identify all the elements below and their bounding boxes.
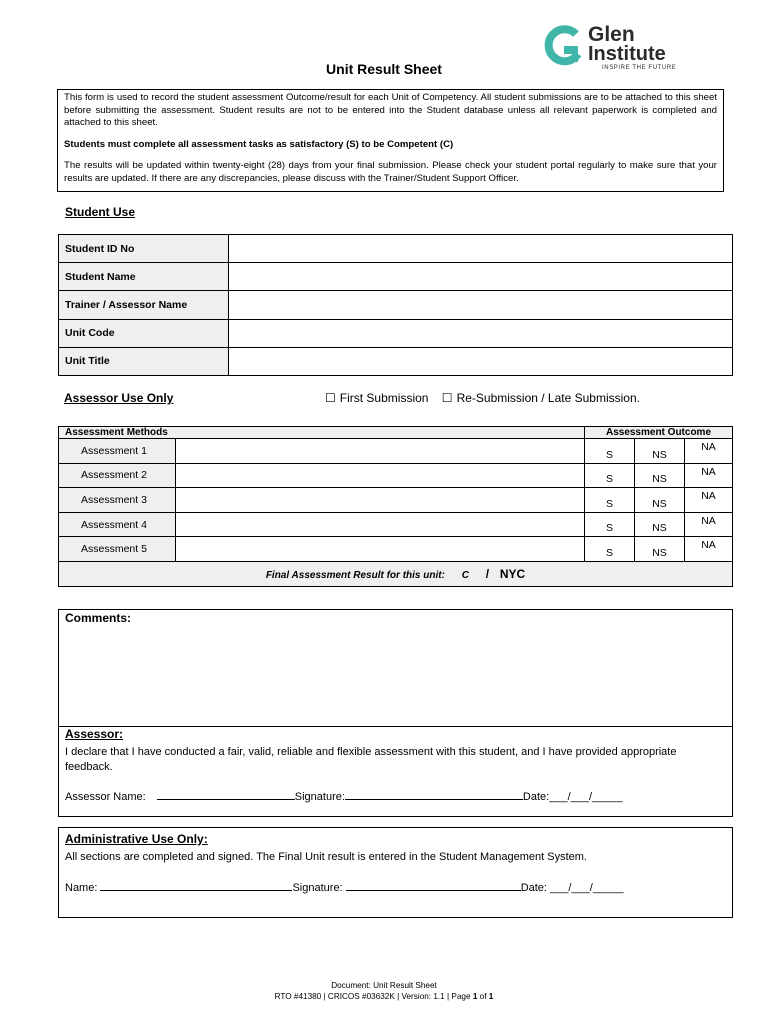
table-row bbox=[59, 439, 733, 464]
assessment-name: Assessment 3 bbox=[59, 488, 176, 513]
table-row bbox=[59, 463, 733, 488]
logo-word-glen: Glen bbox=[588, 23, 635, 46]
assessor-signature-label: Signature: bbox=[294, 791, 345, 803]
student-id-label: Student ID No bbox=[59, 235, 229, 263]
re-submission-option[interactable] bbox=[442, 391, 640, 405]
outcome-s[interactable]: S bbox=[585, 488, 635, 513]
table-row bbox=[59, 537, 733, 562]
page-title: Unit Result Sheet bbox=[326, 61, 442, 77]
table-row bbox=[59, 319, 733, 347]
first-submission-option[interactable] bbox=[325, 391, 428, 405]
trainer-name-label: Trainer / Assessor Name bbox=[59, 291, 229, 319]
student-name-field[interactable] bbox=[229, 263, 733, 291]
assessor-heading: Assessor: bbox=[65, 727, 124, 741]
footer-document-line: Document: Unit Result Sheet bbox=[331, 981, 437, 990]
outcome-ns[interactable]: NS bbox=[635, 463, 685, 488]
footer bbox=[0, 980, 768, 1002]
assessor-name-field[interactable] bbox=[157, 789, 295, 800]
table-row bbox=[59, 235, 733, 263]
footer-page-total: 1 bbox=[488, 992, 494, 1001]
unit-title-label: Unit Title bbox=[59, 347, 229, 375]
outcome-ns[interactable]: NS bbox=[635, 488, 685, 513]
assessment-method-field[interactable] bbox=[176, 537, 585, 562]
assessment-table bbox=[58, 426, 733, 587]
re-submission-label: Re-Submission / Late Submission. bbox=[456, 391, 640, 405]
assessment-name: Assessment 4 bbox=[59, 512, 176, 537]
assessment-outcome-header: Assessment Outcome bbox=[585, 427, 733, 439]
first-submission-label: First Submission bbox=[339, 391, 429, 405]
assessment-name: Assessment 1 bbox=[59, 439, 176, 464]
student-id-field[interactable] bbox=[229, 235, 733, 263]
admin-text: All sections are completed and signed. The Final Unit result is entered in the Student Management System. bbox=[65, 851, 587, 863]
intro-paragraph-3: The results will be updated within twenty-eight (28) days from your final submission. Please check your student portal regularly to make sure that your results are updated. If there are any discrepancies, please discuss with the Trainer/Student Support Officer. bbox=[64, 160, 717, 184]
outcome-na[interactable]: NA bbox=[685, 512, 733, 537]
admin-name-field[interactable] bbox=[100, 880, 292, 891]
footer-version-line bbox=[0, 991, 768, 1002]
admin-name-label: Name: bbox=[65, 882, 98, 894]
admin-box bbox=[58, 827, 733, 918]
footer-page-number: 1 bbox=[472, 992, 478, 1001]
intro-box bbox=[57, 89, 724, 192]
final-result-competent[interactable]: C bbox=[461, 569, 469, 581]
intro-paragraph-1: This form is used to record the student assessment Outcome/result for each Unit of Competency. All student submissions are to be attached to this sheet before submitting the assessment. Student results are not to be entered into the Student database unless all relevant paperwork is completed and attached to this sheet. bbox=[64, 92, 717, 128]
assessment-method-field[interactable] bbox=[176, 439, 585, 464]
comments-divider bbox=[59, 726, 732, 727]
checkbox-icon[interactable]: ☐ bbox=[441, 391, 453, 405]
table-row bbox=[59, 512, 733, 537]
outcome-s[interactable]: S bbox=[585, 512, 635, 537]
outcome-ns[interactable]: NS bbox=[635, 439, 685, 464]
assessment-method-field[interactable] bbox=[176, 488, 585, 513]
table-row bbox=[59, 263, 733, 291]
outcome-na[interactable]: NA bbox=[685, 439, 733, 464]
admin-signature-label: Signature: bbox=[292, 882, 343, 894]
final-result-cell bbox=[59, 561, 733, 586]
final-result-nyc[interactable]: NYC bbox=[499, 566, 526, 581]
outcome-s[interactable]: S bbox=[585, 463, 635, 488]
assessment-name: Assessment 2 bbox=[59, 463, 176, 488]
student-name-label: Student Name bbox=[59, 263, 229, 291]
admin-heading: Administrative Use Only: bbox=[65, 832, 208, 846]
admin-date-field[interactable]: Date: ___/___/_____ bbox=[520, 882, 624, 894]
outcome-na[interactable]: NA bbox=[685, 488, 733, 513]
admin-signature-field[interactable] bbox=[346, 880, 521, 891]
footer-of: of bbox=[477, 992, 489, 1001]
trainer-name-field[interactable] bbox=[229, 291, 733, 319]
assessment-methods-header: Assessment Methods bbox=[59, 427, 585, 439]
table-row bbox=[59, 291, 733, 319]
assessor-signoff-line bbox=[65, 789, 724, 805]
assessor-date-field[interactable]: Date:___/___/_____ bbox=[522, 791, 623, 803]
table-row bbox=[59, 488, 733, 513]
intro-paragraph-2: Students must complete all assessment tasks as satisfactory (S) to be Competent (C) bbox=[64, 138, 454, 150]
assessor-declaration: I declare that I have conducted a fair, valid, reliable and flexible assessment with this student, and I have provided appropriate feedback. bbox=[65, 746, 677, 773]
outcome-s[interactable]: S bbox=[585, 537, 635, 562]
table-header-row bbox=[59, 427, 733, 439]
admin-signoff-line bbox=[65, 880, 724, 896]
assessor-signature-field[interactable] bbox=[345, 789, 523, 800]
logo-word-institute: Institute bbox=[588, 43, 666, 65]
outcome-na[interactable]: NA bbox=[685, 463, 733, 488]
unit-code-label: Unit Code bbox=[59, 319, 229, 347]
logo-tagline: INSPIRE THE FUTURE bbox=[602, 65, 677, 71]
table-row bbox=[59, 347, 733, 375]
outcome-ns[interactable]: NS bbox=[635, 537, 685, 562]
assessment-method-field[interactable] bbox=[176, 512, 585, 537]
assessment-method-field[interactable] bbox=[176, 463, 585, 488]
assessor-use-heading: Assessor Use Only bbox=[64, 391, 174, 405]
assessment-name: Assessment 5 bbox=[59, 537, 176, 562]
comments-field[interactable] bbox=[59, 628, 732, 724]
outcome-ns[interactable]: NS bbox=[635, 512, 685, 537]
comments-heading: Comments: bbox=[65, 611, 132, 625]
assessor-name-label: Assessor Name: bbox=[65, 791, 146, 803]
final-result-separator: / bbox=[485, 566, 490, 581]
submission-options bbox=[325, 391, 650, 405]
student-table bbox=[58, 234, 733, 376]
unit-title-field[interactable] bbox=[229, 347, 733, 375]
final-result-row bbox=[59, 561, 733, 586]
comments-box bbox=[58, 609, 733, 817]
student-use-heading: Student Use bbox=[65, 205, 136, 219]
footer-version-text: RTO #41380 | CRICOS #03632K | Version: 1.1 | Page bbox=[274, 992, 473, 1001]
final-result-label: Final Assessment Result for this unit: bbox=[265, 569, 445, 581]
outcome-na[interactable]: NA bbox=[685, 537, 733, 562]
unit-code-field[interactable] bbox=[229, 319, 733, 347]
outcome-s[interactable]: S bbox=[585, 439, 635, 464]
checkbox-icon[interactable]: ☐ bbox=[325, 391, 336, 405]
